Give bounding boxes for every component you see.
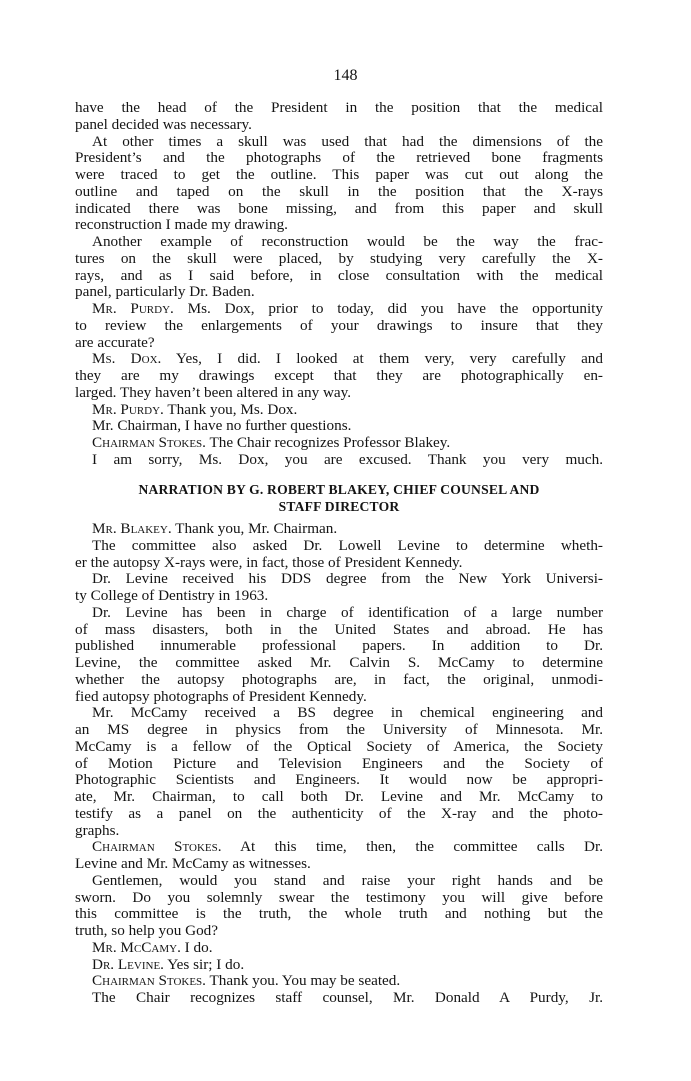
line-text: published innumerable professional papers. In addition to Dr.	[75, 638, 603, 655]
speaker-name: Mr. Purdy.	[92, 401, 164, 418]
text-line	[75, 555, 603, 572]
text-line	[75, 923, 603, 940]
line-text: Mr. McCamy received a BS degree in chemical engineering and	[92, 705, 603, 722]
text-line	[75, 689, 603, 706]
text-line	[75, 318, 603, 335]
text-line	[75, 722, 603, 739]
text-line	[75, 890, 603, 907]
text-line	[75, 588, 603, 605]
line-text: At this time, then, the committee calls Dr.	[221, 839, 603, 856]
text-line	[75, 973, 603, 990]
line-text: Levine and Mr. McCamy as witnesses.	[75, 856, 311, 872]
line-text: panel, particularly Dr. Baden.	[75, 284, 255, 301]
line-text: reconstruction I made my drawing.	[75, 217, 288, 234]
line-text: of Motion Picture and Television Engineers and the Society of	[75, 755, 603, 772]
line-text: Thank you, Mr. Chairman.	[171, 521, 338, 537]
text-line	[75, 990, 603, 1007]
line-text: larged. They haven’t been altered in any way.	[75, 384, 352, 401]
line-text: The Chair recognizes staff counsel, Mr. Donald A Purdy, Jr.	[92, 990, 603, 1006]
line-text: graphs.	[75, 822, 120, 839]
line-text: The committee also asked Dr. Lowell Levine to determine wheth-	[92, 537, 603, 554]
line-text: whether the autopsy photographs are, in fact, the original, unmodi-	[75, 671, 603, 688]
line-text: they are my drawings except that they are photographically en-	[75, 368, 603, 384]
line-text: The Chair recognizes Professor Blakey.	[205, 435, 451, 451]
text-line	[75, 134, 603, 151]
line-text: Thank you. You may be seated.	[205, 973, 401, 990]
text-line	[75, 301, 603, 318]
line-text: truth, so help you God?	[75, 923, 218, 939]
text-line	[75, 655, 603, 672]
text-line	[75, 150, 603, 167]
text-line	[75, 839, 603, 856]
line-text: of mass disasters, both in the United States and abroad. He has	[75, 621, 603, 638]
line-text: this committee is the truth, the whole truth and nothing but the	[75, 906, 603, 923]
line-text: are accurate?	[75, 334, 155, 351]
line-text: Dr. Levine received his DDS degree from the New York Universi-	[92, 571, 603, 588]
text-line	[75, 368, 603, 385]
section-heading-line-1: NARRATION BY G. ROBERT BLAKEY, CHIEF COUNSEL AND	[138, 482, 540, 497]
line-text: McCamy is a fellow of the Optical Society of America, the Society	[75, 738, 603, 755]
speaker-name: Chairman Stokes.	[92, 839, 222, 856]
text-line	[75, 739, 603, 756]
text-line	[75, 418, 603, 435]
text-line	[75, 167, 603, 184]
text-line	[75, 538, 603, 555]
speaker-name: Mr. McCamy.	[92, 939, 181, 956]
line-text: President’s and the photographs of the retrieved bone fragments	[75, 150, 603, 167]
text-line	[75, 906, 603, 923]
page-number: 148	[333, 67, 358, 84]
text-line	[75, 571, 603, 588]
line-text: outline and taped on the skull in the position that the X-rays	[75, 183, 603, 200]
text-line	[75, 789, 603, 806]
text-line	[75, 622, 603, 639]
line-text: sworn. Do you solemnly swear the testimony you will give before	[75, 889, 603, 906]
section-heading-line-2: STAFF DIRECTOR	[278, 499, 400, 514]
speaker-name: Dr. Levine.	[92, 956, 164, 973]
speaker-name: Mr. Purdy.	[92, 301, 174, 317]
text-line	[75, 756, 603, 773]
text-line	[75, 234, 603, 251]
text-line	[75, 284, 603, 301]
text-line	[75, 823, 603, 840]
text-line	[75, 385, 603, 402]
line-text: At other times a skull was used that had the dimensions of the	[92, 133, 603, 150]
text-line	[75, 772, 603, 789]
text-line	[75, 856, 603, 873]
speaker-name: Ms. Dox.	[92, 351, 162, 368]
text-line	[75, 940, 603, 957]
text-line	[75, 100, 603, 117]
text-line	[75, 957, 603, 974]
text-line	[75, 351, 603, 368]
text-line	[75, 435, 603, 452]
line-text: er the autopsy X-rays were, in fact, those of President Kennedy.	[75, 554, 463, 571]
line-text: fied autopsy photographs of President Kennedy.	[75, 688, 367, 705]
text-line	[75, 873, 603, 890]
text-line	[75, 201, 603, 218]
line-text: I am sorry, Ms. Dox, you are excused. Thank you very much.	[92, 451, 603, 468]
line-text: I do.	[180, 939, 213, 956]
line-text: Gentlemen, would you stand and raise your right hands and be	[92, 872, 603, 889]
line-text: Another example of reconstruction would be the way the frac-	[92, 234, 603, 250]
text-line	[75, 268, 603, 285]
testimony-text-block-2	[75, 521, 603, 1007]
text-line	[75, 806, 603, 823]
text-line	[75, 217, 603, 234]
line-text: Yes, I did. I looked at them very, very carefully and	[161, 351, 603, 368]
testimony-text-block-1	[75, 100, 603, 469]
text-line	[75, 184, 603, 201]
line-text: an MS degree in physics from the University of Minnesota. Mr.	[75, 722, 603, 738]
text-line	[75, 521, 603, 538]
text-line	[75, 117, 603, 134]
line-text: Levine, the committee asked Mr. Calvin S. McCamy to determine	[75, 655, 603, 671]
line-text: ty College of Dentistry in 1963.	[75, 588, 269, 604]
line-text: testify as a panel on the authenticity of the X-ray and the photo-	[75, 805, 603, 822]
text-line	[75, 705, 603, 722]
line-text: Ms. Dox, prior to today, did you have the opportunity	[173, 301, 603, 317]
text-line	[75, 402, 603, 419]
line-text: were traced to get the outline. This paper was cut out along the	[75, 167, 603, 183]
speaker-name: Chairman Stokes.	[92, 435, 206, 451]
line-text: Mr. Chairman, I have no further questions.	[92, 418, 352, 435]
line-text: Thank you, Ms. Dox.	[163, 401, 298, 418]
speaker-name: Chairman Stokes.	[92, 973, 206, 990]
line-text: rays, and as I said before, in close consultation with the medical	[75, 267, 603, 284]
line-text: panel decided was necessary.	[75, 116, 252, 133]
section-heading	[75, 481, 603, 515]
text-line	[75, 638, 603, 655]
line-text: indicated there was bone missing, and from this paper and skull	[75, 200, 603, 217]
line-text: to review the enlargements of your drawings to insure that they	[75, 317, 603, 334]
text-line	[75, 335, 603, 352]
line-text: Yes sir; I do.	[163, 956, 245, 973]
text-line	[75, 452, 603, 469]
line-text: tures on the skull were placed, by studying very carefully the X-	[75, 250, 603, 267]
line-text: Dr. Levine has been in charge of identification of a large number	[92, 604, 603, 621]
line-text: have the head of the President in the position that the medical	[75, 100, 603, 116]
line-text: Photographic Scientists and Engineers. It would now be appropri-	[75, 772, 603, 789]
speaker-name: Mr. Blakey.	[92, 521, 172, 537]
text-line	[75, 605, 603, 622]
line-text: ate, Mr. Chairman, to call both Dr. Levine and Mr. McCamy to	[75, 789, 603, 805]
text-line	[75, 251, 603, 268]
text-line	[75, 672, 603, 689]
